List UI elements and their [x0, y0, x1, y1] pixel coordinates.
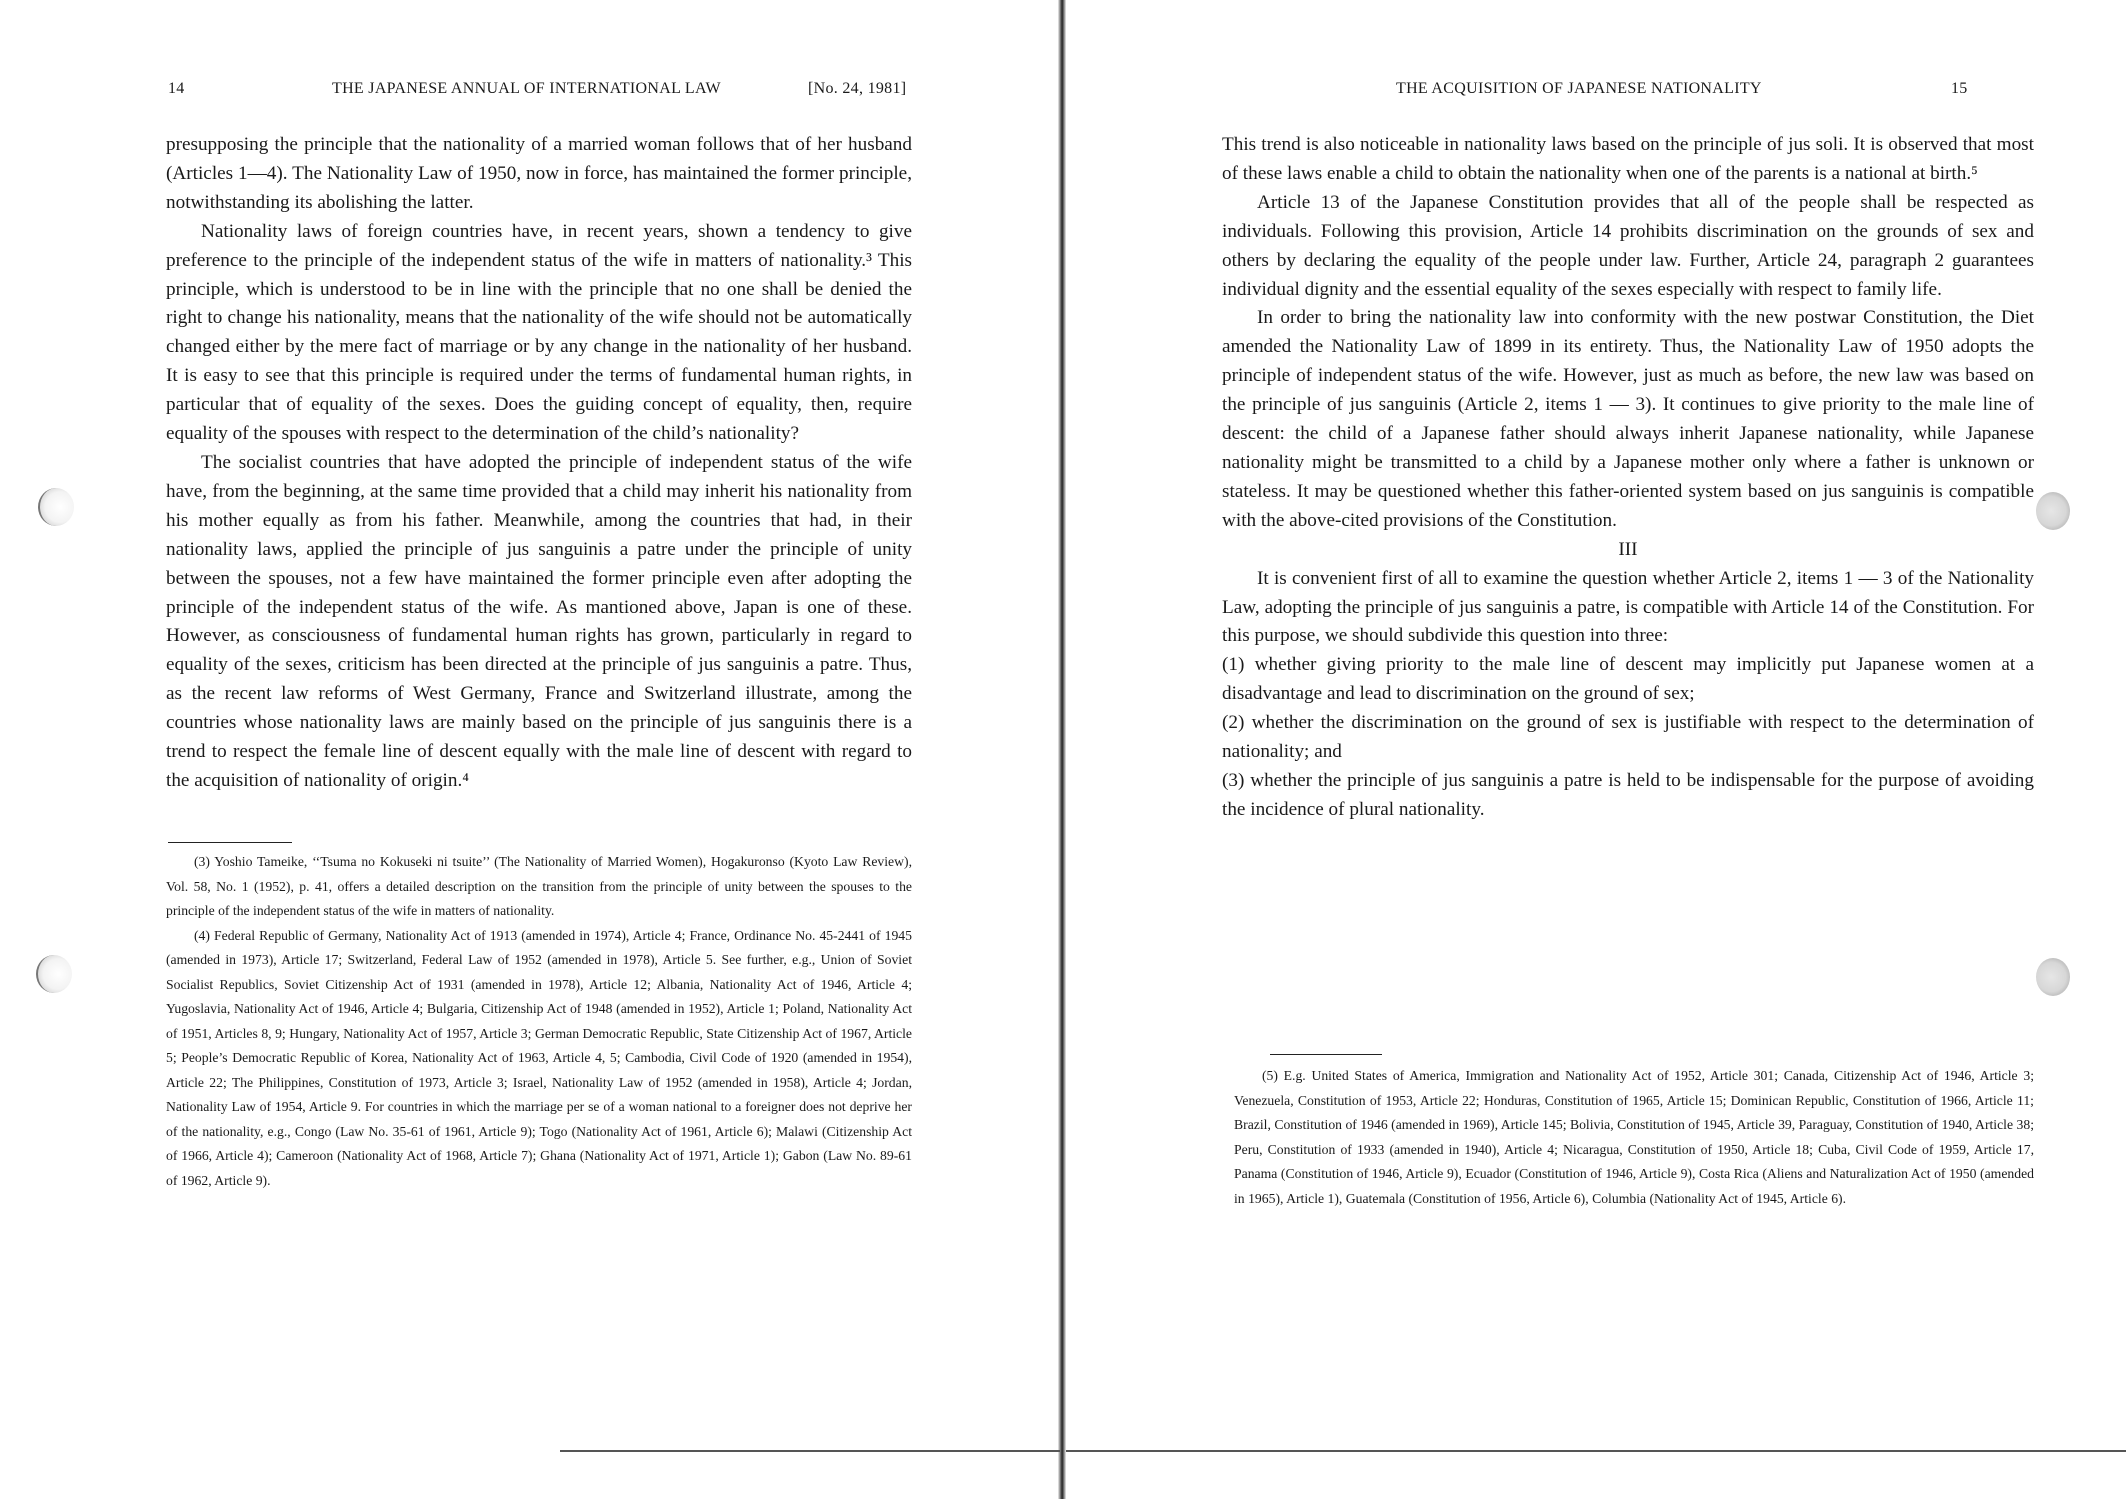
paragraph: Article 13 of the Japanese Constitution provides that all of the people shall be respected as individuals. Following this provision, Article 14 prohibits discrimination on the grounds of sex and others by declaring the equality of the people under law. Further, Article 24, paragraph 2 guarantees individual dignity and the essential equality of the sexes especially with respect to family life. [1222, 191, 2034, 300]
footnote-rule [168, 842, 292, 843]
paragraph: Nationality laws of foreign countries have, in recent years, shown a tendency to give preference to the principle of the independent status of the wife in matters of nationality.³ This principle, which is understood to be in line with the principle that no one shall be denied the right to change his nationality, means that the nationality of the wife should not be automatically changed either by the mere fact of marriage or by any change in the nationality of her husband. It is easy to see that this principle is required under the terms of fundamental human rights, in particular that of equality of the sexes. Does the guiding concept of equality, then, require equality of the spouses with respect to the determination of the child’s nationality? [166, 220, 912, 445]
punch-hole [38, 488, 74, 526]
punch-hole [2036, 958, 2070, 996]
footnote: (3) Yoshio Tameike, ‘‘Tsuma no Kokuseki ni tsuite’’ (The Nationality of Married Women), Hogakuronso (Kyoto Law Review), Vol. 58, No. 1 (1952), p. 41, offers a detailed description on the transition from the principle of unity between the spouses to the principle of the independent status of the wife in matters of nationality. [166, 854, 912, 918]
page-number: 14 [168, 80, 185, 97]
footnote-rule [1270, 1054, 1382, 1055]
list-item: (1) whether giving priority to the male line of descent may implicitly put Japanese women at a disadvantage and lead to discrimination on the ground of sex; [1222, 654, 2034, 705]
list-item: (2) whether the discrimination on the ground of sex is justifiable with respect to the determination of nationality; and [1222, 712, 2034, 763]
page-bottom-edge [1066, 1450, 2126, 1452]
punch-hole [2036, 492, 2070, 530]
paragraph: In order to bring the nationality law into conformity with the new postwar Constitution, the Diet amended the Nationality Law of 1899 in its entirety. Thus, the Nationality Law of 1950 adopts the principle of independent status of the wife. However, just as much as before, the new law was based on the principle of jus sanguinis (Article 2, items 1 — 3). It continues to give priority to the male line of descent: the child of a Japanese father should always inherit Japanese nationality, while Japanese nationality might be transmitted to a child by a Japanese mother only where a father is unknown or stateless. It may be questioned whether this father-oriented system based on jus sanguinis is compatible with the above-cited provisions of the Constitution. [1222, 307, 2034, 531]
book-spine [1058, 0, 1066, 1499]
paragraph: presupposing the principle that the nationality of a married woman follows that of her husband (Articles 1—4). The Nationality Law of 1950, now in force, has maintained the former principle, notwithstanding its abolishing the latter. [166, 134, 912, 213]
paragraph: It is convenient first of all to examine the question whether Article 2, items 1 — 3 of the Nationality Law, adopting the principle of jus sanguinis a patre, is compatible with Article 14 of the Constitution. For this purpose, we should subdivide this question into three: [1222, 567, 2034, 647]
page-number: 15 [1951, 80, 1968, 97]
left-page-header [0, 80, 1060, 104]
page-bottom-edge [560, 1450, 1060, 1452]
paragraph: This trend is also noticeable in nationality laws based on the principle of jus soli. It is observed that most of these laws enable a child to obtain the nationality when one of the parents is a national at birth.⁵ [1222, 134, 2034, 184]
left-footnotes [166, 850, 912, 1193]
list-item: (3) whether the principle of jus sanguinis a patre is held to be indispensable for the purpose of avoiding the incidence of plural nationality. [1222, 769, 2034, 820]
right-page [1066, 0, 2126, 1499]
running-title: THE ACQUISITION OF JAPANESE NATIONALITY [1396, 80, 1762, 97]
punch-hole [36, 955, 72, 993]
running-title: THE JAPANESE ANNUAL OF INTERNATIONAL LAW [332, 80, 721, 97]
footnote: (5) E.g. United States of America, Immigration and Nationality Act of 1952, Article 301; Canada, Citizenship Act of 1946, Article 3; Venezuela, Constitution of 1953, Article 22; Honduras, Constitution of 1965, Article 15; Dominican Republic, Constitution of 1966, Article 11; Brazil, Constitution of 1946 (amended in 1969), Article 145; Bolivia, Constitution of 1945, Article 39, Paraguay, Constitution of 1940, Article 38; Peru, Constitution of 1933 (amended in 1940), Article 4; Nicaragua, Constitution of 1950, Article 18; Cuba, Civil Code of 1959, Article 17, Panama (Constitution of 1946, Article 9), Ecuador (Constitution of 1946, Article 9), Costa Rica (Aliens and Naturalization Act of 1950 (amended in 1965), Article 1), Guatemala (Constitution of 1956, Article 6), Columbia (Nationality Act of 1945, Article 6). [1234, 1068, 2034, 1206]
footnote: (4) Federal Republic of Germany, Nationality Act of 1913 (amended in 1974), Article 4; France, Ordinance No. 45-2441 of 1945 (amended in 1973), Article 17; Switzerland, Federal Law of 1952 (amended in 1978), Article 5. See further, e.g., Union of Soviet Socialist Republics, Soviet Citizenship Act of 1931 (amended in 1978), Article 12; Albania, Nationality Act of 1946, Article 4; Yugoslavia, Nationality Act of 1946, Article 4; Bulgaria, Citizenship Act of 1948 (amended in 1952), Article 1; Poland, Nationality Act of 1951, Articles 8, 9; Hungary, Nationality Act of 1957, Article 3; German Democratic Republic, State Citizenship Act of 1967, Article 5; People’s Democratic Republic of Korea, Nationality Act of 1963, Article 4, 5; Cambodia, Civil Code of 1920 (amended in 1954), Article 22; The Philippines, Constitution of 1973, Article 3; Israel, Nationality Law of 1952 (amended in 1958), Article 4; Jordan, Nationality Law of 1954, Article 9. For countries in which the marriage per se of a woman national to a foreigner does not deprive her of the nationality, e.g., Congo (Law No. 35-61 of 1961, Article 9); Togo (Nationality Act of 1961, Article 6); Malawi (Citizenship Act of 1966, Article 4); Cameroon (Nationality Act of 1968, Article 7); Ghana (Nationality Act of 1971, Article 1); Gabon (Law No. 89-61 of 1962, Article 9). [166, 927, 912, 1188]
left-body-text [166, 131, 912, 796]
right-body-text [1222, 131, 2034, 825]
right-footnotes [1234, 1064, 2034, 1211]
paragraph: The socialist countries that have adopted the principle of independent status of the wife have, from the beginning, at the same time provided that a child may inherit his nationality from his mother equally as from his father. Meanwhile, among the countries that had, in their nationality laws, applied the principle of jus sanguinis a patre under the principle of unity between the spouses, not a few have maintained the former principle even after adopting the principle of the independent status of the wife. As mantioned above, Japan is one of these. However, as consciousness of fundamental human rights has grown, particularly in regard to equality of the sexes, criticism has been directed at the principle of jus sanguinis a patre. Thus, as the recent law reforms of West Germany, France and Switzerland illustrate, among the countries whose nationality laws are mainly based on the principle of jus sanguinis there is a trend to respect the female line of descent equally with the male line of descent with regard to the acquisition of nationality of origin.⁴ [166, 451, 912, 791]
left-page [0, 0, 1060, 1499]
section-heading: III [1618, 538, 1638, 560]
right-page-header [1066, 80, 2126, 104]
issue-label: [No. 24, 1981] [808, 80, 907, 97]
